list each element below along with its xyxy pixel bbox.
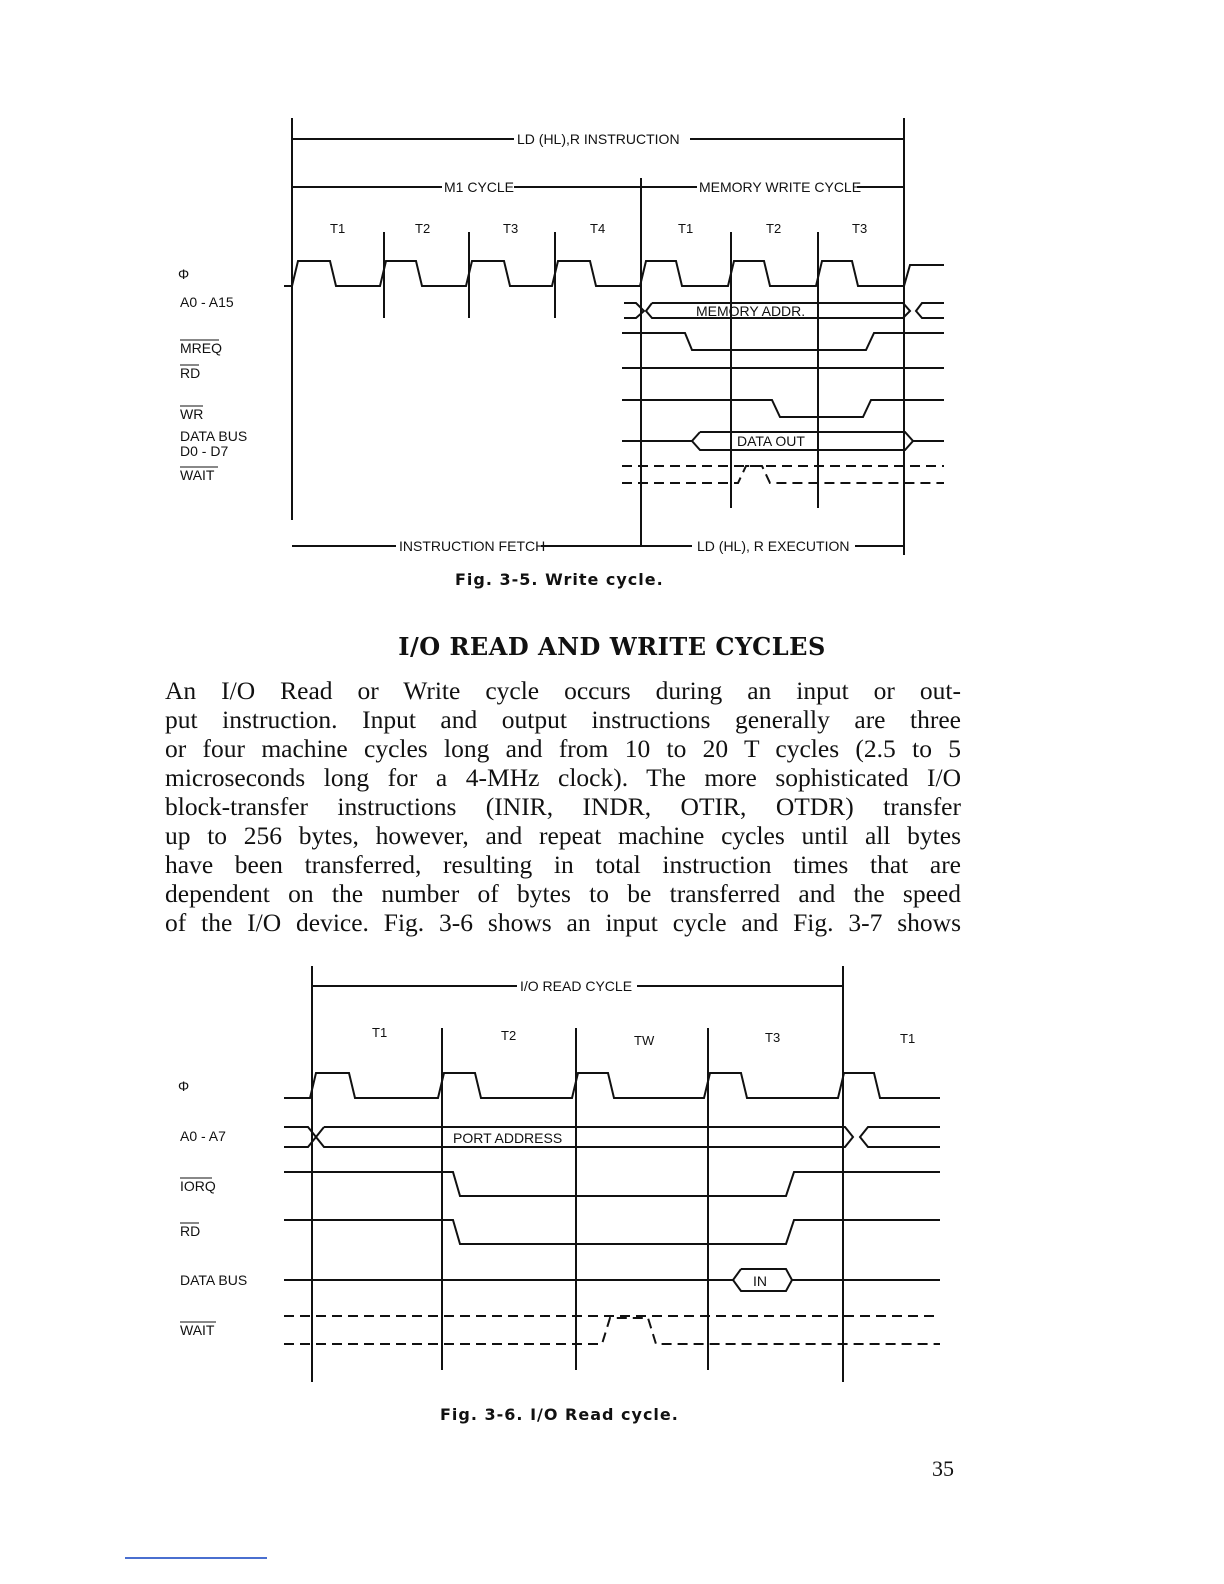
t-state-label: T1 xyxy=(330,221,346,236)
port-address-bus xyxy=(316,1127,853,1147)
signal-label-rd: RD xyxy=(180,1223,201,1239)
t-state-label: T2 xyxy=(415,221,431,236)
signal-label-wr: WR xyxy=(180,406,204,422)
rd-waveform xyxy=(284,1220,940,1244)
t-state-label: T4 xyxy=(590,221,606,236)
memory-write-cycle-label: MEMORY WRITE CYCLE xyxy=(699,179,862,195)
iorq-waveform xyxy=(284,1172,940,1196)
t-state-label: TW xyxy=(634,1033,655,1048)
in-label: IN xyxy=(753,1273,767,1289)
body-line: block-transfer instructions (INIR, INDR, OTIR, OTDR) transfer xyxy=(165,792,961,821)
io-read-cycle-label: I/O READ CYCLE xyxy=(520,978,633,994)
signal-label-address: A0 - A15 xyxy=(180,294,234,310)
t-state-label: T2 xyxy=(501,1028,517,1043)
section-heading: I/O READ AND WRITE CYCLES xyxy=(398,632,826,661)
page-number: 35 xyxy=(932,1456,954,1481)
signal-label-rd: RD xyxy=(180,365,201,381)
signal-label-wait: WAIT xyxy=(180,1322,215,1338)
port-address-label: PORT ADDRESS xyxy=(453,1130,563,1146)
t-state-label: T1 xyxy=(678,221,694,236)
figure-caption: Fig. 3-5. Write cycle. xyxy=(455,570,664,589)
m1-cycle-label: M1 CYCLE xyxy=(444,179,515,195)
signal-label-clock: Φ xyxy=(178,266,190,282)
signal-label-data-lines: D0 - D7 xyxy=(180,443,229,459)
body-line: or four machine cycles long and from 10 to 20 T cycles (2.5 to 5 xyxy=(165,734,961,763)
t-state-label: T3 xyxy=(852,221,868,236)
data-out-label: DATA OUT xyxy=(737,433,805,449)
signal-label-iorq: IORQ xyxy=(180,1178,216,1194)
body-line: An I/O Read or Write cycle occurs during an input or out- xyxy=(165,676,961,705)
execution-label: LD (HL), R EXECUTION xyxy=(697,538,850,554)
t-state-label: T1 xyxy=(900,1031,916,1046)
body-line: have been transferred, resulting in total instruction times that are xyxy=(165,850,961,879)
t-state-label: T3 xyxy=(503,221,519,236)
t-state-label: T3 xyxy=(765,1030,781,1045)
memory-address-label: MEMORY ADDR. xyxy=(696,303,806,319)
figure-caption: Fig. 3-6. I/O Read cycle. xyxy=(440,1405,679,1424)
signal-label-data-bus: DATA BUS xyxy=(180,1272,248,1288)
footer-rule xyxy=(125,1557,267,1559)
t-state-label: T2 xyxy=(766,221,782,236)
signal-label-mreq: MREQ xyxy=(180,340,222,356)
clock-waveform xyxy=(284,1073,940,1098)
body-line: of the I/O device. Fig. 3-6 shows an input cycle and Fig. 3-7 shows xyxy=(165,908,961,937)
instruction-fetch-label: INSTRUCTION FETCH xyxy=(399,538,546,554)
signal-label-wait: WAIT xyxy=(180,467,215,483)
body-line: put instruction. Input and output instructions generally are three xyxy=(165,705,961,734)
signal-label-data-bus: DATA BUS xyxy=(180,428,248,444)
signal-label-address: A0 - A7 xyxy=(180,1128,226,1144)
signal-label-clock: Φ xyxy=(178,1078,190,1094)
body-line: microseconds long for a 4-MHz clock). The more sophisticated I/O xyxy=(165,763,961,792)
body-line: up to 256 bytes, however, and repeat machine cycles until all bytes xyxy=(165,821,961,850)
instruction-label: LD (HL),R INSTRUCTION xyxy=(517,131,680,147)
t-state-label: T1 xyxy=(372,1025,388,1040)
body-line: dependent on the number of bytes to be transferred and the speed xyxy=(165,879,961,908)
